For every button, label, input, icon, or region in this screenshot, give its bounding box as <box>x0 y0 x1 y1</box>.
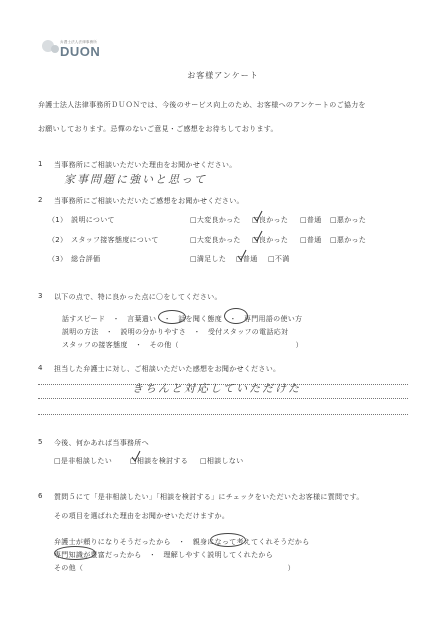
q2-row-1-opt-4[interactable]: □悪かった <box>330 216 367 224</box>
q6-options-line-3[interactable]: その他（ ） <box>54 564 295 572</box>
q3-options-line-3[interactable]: スタッフの接客態度 ・ その他（ ） <box>62 341 303 349</box>
q3-options-line-2[interactable]: 説明の方法 ・ 説明の分かりやすさ ・ 受付スタッフの電話応対 <box>62 328 289 336</box>
selection-circle <box>54 546 96 560</box>
q4-number: 4 <box>38 364 43 372</box>
q2-row-1-opt-3[interactable]: □普通 <box>300 216 322 224</box>
q2-row-3-opt-3[interactable]: □不満 <box>268 255 290 263</box>
q3-question: 以下の点で、特に良かった点に〇をしてください。 <box>54 293 222 301</box>
answer-line <box>38 414 408 415</box>
selection-circle <box>224 308 248 324</box>
answer-line <box>38 398 408 399</box>
selection-circle <box>210 533 246 547</box>
intro-line-2: お願いしております。忌憚のないご意見・ご感想をお待ちしております。 <box>38 125 278 133</box>
checkmark-icon <box>237 249 247 261</box>
q5-number: 5 <box>38 438 43 446</box>
q4-question: 担当した弁護士に対し、ご相談いただいた感想をお聞かせください。 <box>54 365 281 373</box>
q4-handwritten-answer: きちんと対応していただけた <box>132 382 301 395</box>
checkmark-icon <box>253 210 263 222</box>
q2-row-2-opt-2[interactable]: □良かった <box>252 236 289 244</box>
q6-subtext: その項目を選ばれた理由をお聞かせいただけますか。 <box>54 512 230 520</box>
intro-line-1: 弁護士法人法律事務所ＤＵＯＮでは、今後のサービス向上のため、お客様へのアンケートのご協力を <box>38 101 366 109</box>
q2-number: 2 <box>38 196 43 204</box>
q2-row-2-label: （2） スタッフ接客態度について <box>48 236 159 244</box>
q5-opt-3[interactable]: □相談しない <box>200 457 244 465</box>
checkmark-icon <box>253 230 263 242</box>
logo-wordmark: DUON <box>60 44 101 59</box>
q5-opt-1[interactable]: □是非相談したい <box>54 457 113 465</box>
q2-row-3-opt-2[interactable]: □普通 <box>236 255 258 263</box>
q1-number: 1 <box>38 160 43 168</box>
q3-number: 3 <box>38 292 43 300</box>
q2-row-1-label: （1） 説明について <box>48 216 115 224</box>
q6-number: 6 <box>38 492 43 500</box>
selection-circle <box>158 310 186 324</box>
q1-question: 当事務所にご相談いただいた理由をお聞かせください。 <box>54 161 237 169</box>
q5-opt-2[interactable]: □相談を検討する <box>130 457 189 465</box>
logo-tagline: 弁護士法人法律事務所 <box>60 40 97 44</box>
q2-row-3-label: （3） 総合評価 <box>48 255 101 263</box>
q2-row-1-opt-1[interactable]: □大変良かった <box>190 216 241 224</box>
q6-options-line-2[interactable]: 専門知識が豊富だったから ・ 理解しやすく説明してくれたから <box>54 551 273 559</box>
q2-row-3-opt-1[interactable]: □満足した <box>190 255 227 263</box>
q2-row-2-opt-1[interactable]: □大変良かった <box>190 236 241 244</box>
q6-question: 質問５にて「是非相談したい」「相談を検討する」にチェックをいただいたお客様に質問です。 <box>54 493 364 501</box>
q6-options-line-1[interactable]: 弁護士が頼りになりそうだったから ・ 親身になって考えてくれそうだから <box>54 538 310 546</box>
checkmark-icon <box>131 450 141 462</box>
q2-row-2-opt-4[interactable]: □悪かった <box>330 236 367 244</box>
q2-row-2-opt-3[interactable]: □普通 <box>300 236 322 244</box>
q2-row-1-opt-2[interactable]: □良かった <box>252 216 289 224</box>
q1-handwritten-answer: 家事問題に強いと思って <box>64 173 207 186</box>
page-title: お客様アンケート <box>187 71 259 80</box>
q3-options-line-1[interactable]: 話すスピード ・ 言葉遣い ・ 話を聞く態度 ・ 専門用語の使い方 <box>62 315 303 323</box>
q2-question: 当事務所にご相談いただいたご感想をお聞かせください。 <box>54 197 244 205</box>
q5-question: 今後、何かあれば当事務所へ <box>54 439 149 447</box>
